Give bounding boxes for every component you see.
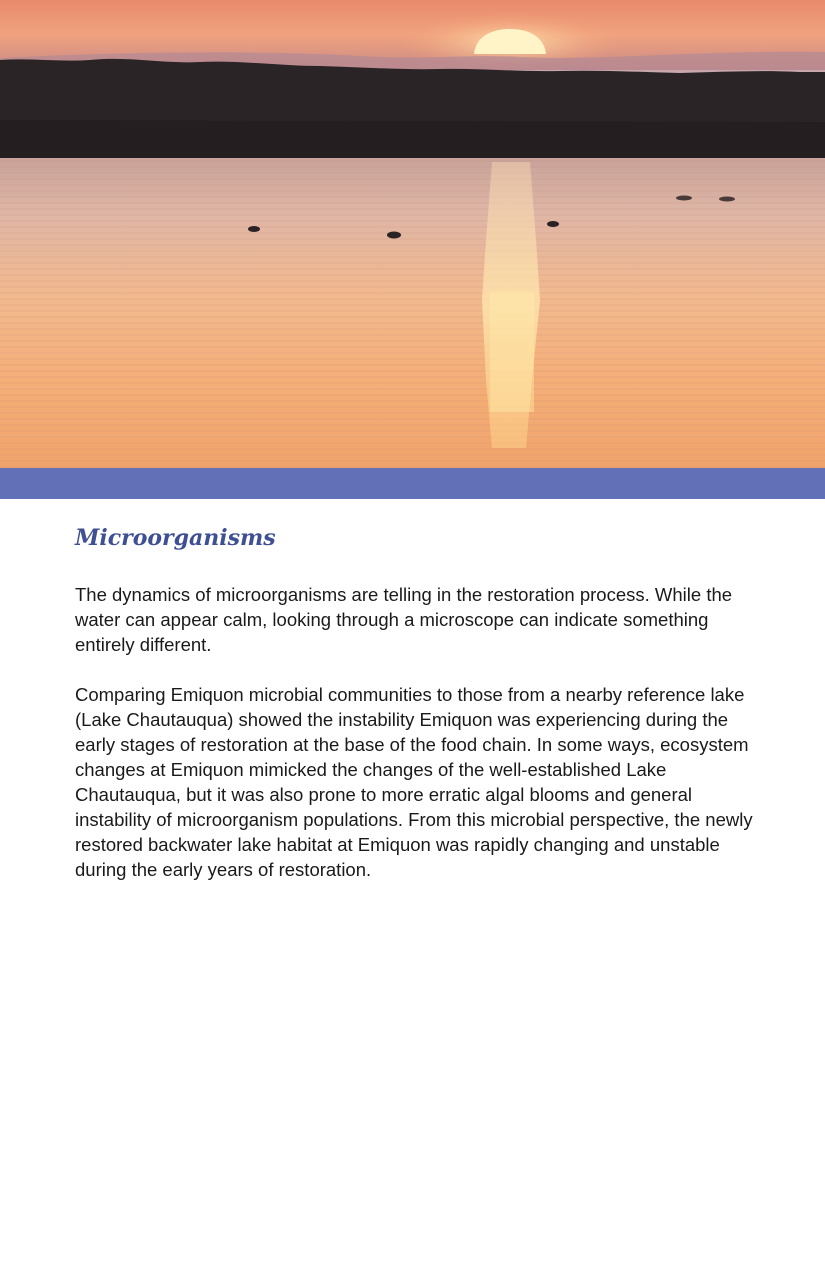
paragraph-intro: The dynamics of microorganisms are telling in the restoration process. While the water can appear calm, looking through a microscope can indicate something entirely different. xyxy=(75,584,733,655)
section-heading: Microorganisms xyxy=(75,525,276,551)
accent-band xyxy=(0,468,825,499)
paragraph-comparison: Comparing Emiquon microbial communities to those from a nearby reference lake (Lake Chautauqua) showed the instability Emiquon was experiencing during the early stages of restoration at the base of the food chain. In some ways, ecosystem changes at Emiquon mimicked the changes of the well-established Lake Chautauqua, but it was also prone to more erratic algal blooms and general instability of microorganism populations. From this microbial perspective, the newly restored backwater lake habitat at Emiquon was rapidly changing and unstable during the early years of restoration. xyxy=(75,684,753,880)
section-content xyxy=(75,522,755,882)
sunset-lake-photo xyxy=(0,0,825,468)
